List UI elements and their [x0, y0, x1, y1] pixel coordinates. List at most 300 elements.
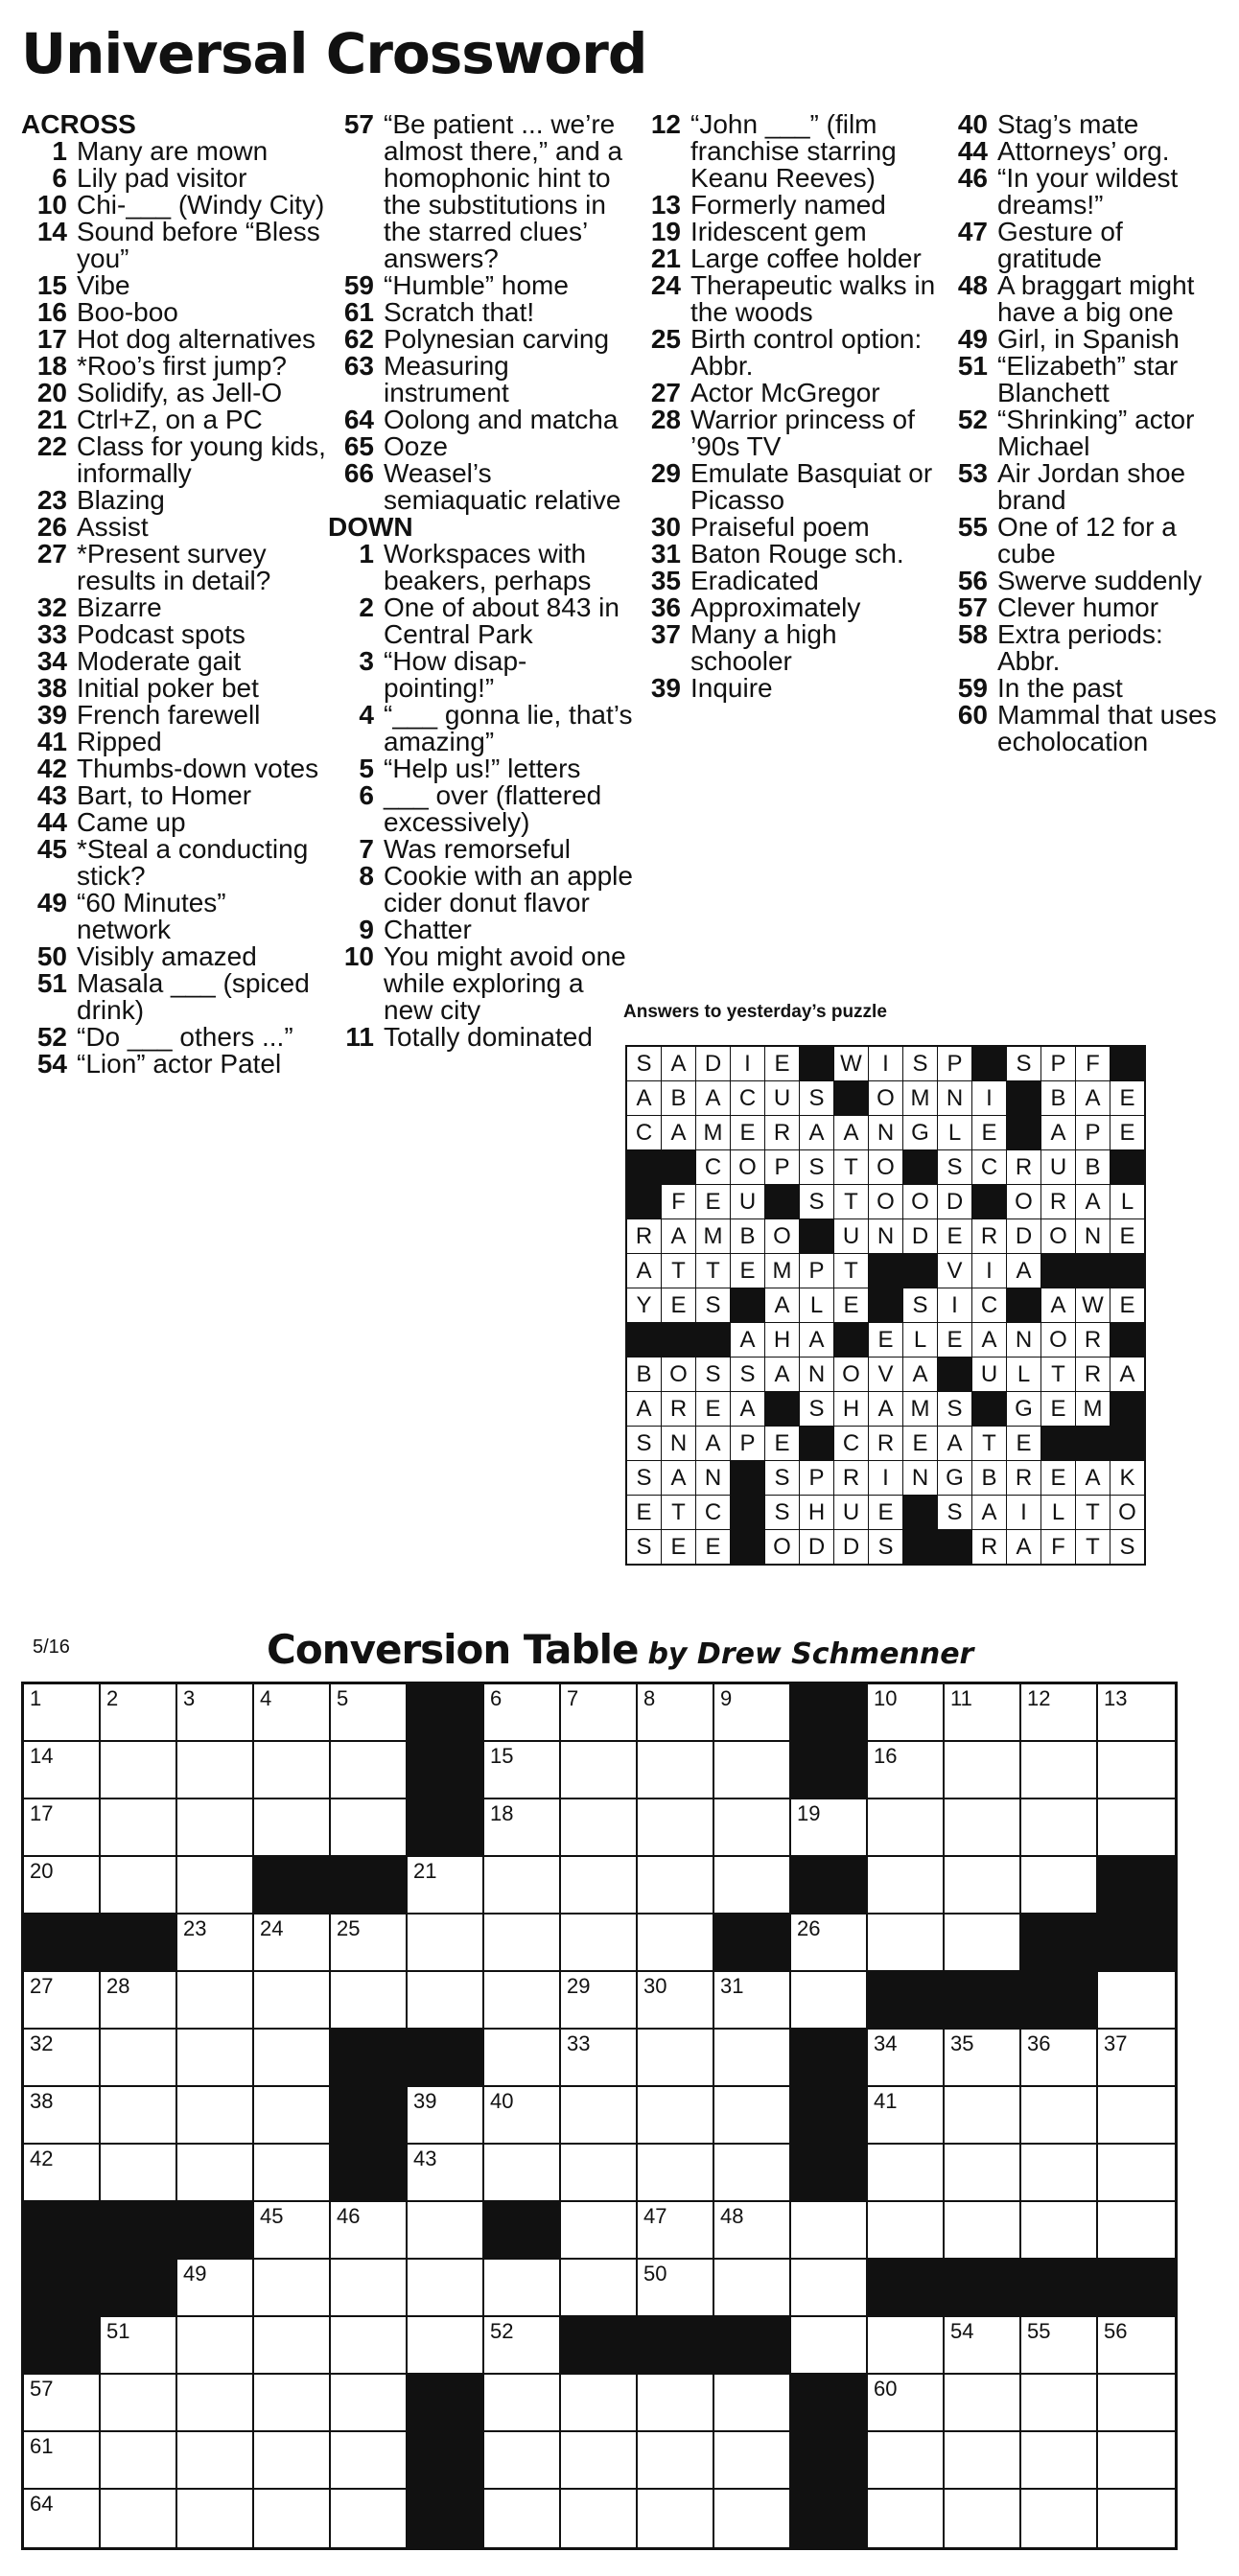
- grid-cell[interactable]: [24, 1742, 101, 1799]
- answer-cell: E: [1110, 1116, 1144, 1149]
- grid-cell[interactable]: [561, 2490, 638, 2547]
- grid-cell[interactable]: [868, 2087, 945, 2145]
- grid-cell[interactable]: [1021, 1742, 1098, 1799]
- grid-cell[interactable]: [1098, 2087, 1175, 2145]
- grid-cell[interactable]: [714, 2030, 791, 2087]
- clue-number: 54: [36, 1049, 67, 1079]
- grid-cell[interactable]: [24, 1857, 101, 1915]
- grid-cell[interactable]: [561, 1742, 638, 1799]
- answer-cell: M: [1076, 1392, 1110, 1426]
- grid-cell[interactable]: [714, 2260, 791, 2317]
- answer-cell: A: [1041, 1288, 1075, 1322]
- black-square: [627, 1185, 661, 1218]
- grid-cell[interactable]: [1021, 2317, 1098, 2375]
- grid-cell[interactable]: [484, 2145, 561, 2202]
- grid-cell[interactable]: [1098, 2317, 1175, 2375]
- answer-cell: T: [1076, 1530, 1110, 1564]
- cell-number: 13: [1104, 1686, 1128, 1710]
- black-square: [791, 2087, 868, 2145]
- cell-number: 32: [30, 2031, 54, 2055]
- grid-cell[interactable]: [714, 2145, 791, 2202]
- grid-cell[interactable]: [1098, 2375, 1175, 2432]
- answer-cell: I: [869, 1047, 902, 1080]
- grid-cell[interactable]: [177, 2432, 254, 2490]
- down-clue: [635, 326, 942, 380]
- grid-cell[interactable]: [1098, 2145, 1175, 2202]
- clue-number: 33: [36, 619, 67, 649]
- across-clue: [21, 138, 326, 165]
- grid-cell[interactable]: [1098, 1799, 1175, 1857]
- answer-cell: B: [662, 1081, 695, 1115]
- grid-cell[interactable]: [714, 1799, 791, 1857]
- grid-cell[interactable]: [714, 1972, 791, 2030]
- clue-column-1: [21, 111, 326, 1078]
- grid-cell[interactable]: [24, 1972, 101, 2030]
- grid-cell[interactable]: [945, 1742, 1021, 1799]
- grid-cell[interactable]: [1021, 2490, 1098, 2547]
- grid-cell[interactable]: [1021, 1857, 1098, 1915]
- answer-cell: A: [903, 1358, 937, 1391]
- black-square: [800, 1047, 833, 1080]
- cell-number: 5: [337, 1686, 349, 1710]
- clue-number: 10: [36, 190, 67, 220]
- grid-cell[interactable]: [561, 2260, 638, 2317]
- across-clue: [328, 272, 635, 299]
- grid-cell[interactable]: [561, 1684, 638, 1742]
- grid-cell[interactable]: [101, 2432, 177, 2490]
- down-clue: [942, 460, 1229, 514]
- grid-cell[interactable]: [331, 1742, 408, 1799]
- cell-number: 9: [720, 1686, 733, 1710]
- answer-cell: I: [972, 1254, 1006, 1288]
- grid-cell[interactable]: [331, 1915, 408, 1972]
- grid-cell[interactable]: [484, 2317, 561, 2375]
- cell-number: 48: [720, 2204, 744, 2228]
- answer-cell: H: [834, 1392, 868, 1426]
- grid-cell[interactable]: [24, 2030, 101, 2087]
- grid-cell[interactable]: [1021, 2202, 1098, 2260]
- grid-cell[interactable]: [638, 1972, 714, 2030]
- grid-cell[interactable]: [254, 2145, 331, 2202]
- grid-cell[interactable]: [254, 1915, 331, 1972]
- cell-number: 21: [413, 1859, 437, 1883]
- grid-cell[interactable]: [484, 1742, 561, 1799]
- clue-number: 39: [650, 673, 681, 703]
- grid-cell[interactable]: [177, 2087, 254, 2145]
- answer-cell: S: [800, 1081, 833, 1115]
- grid-cell[interactable]: [638, 2030, 714, 2087]
- grid-cell[interactable]: [868, 2145, 945, 2202]
- grid-cell[interactable]: [177, 2490, 254, 2547]
- grid-cell[interactable]: [24, 2087, 101, 2145]
- grid-cell[interactable]: [484, 2375, 561, 2432]
- grid-cell[interactable]: [945, 1684, 1021, 1742]
- grid-cell[interactable]: [177, 2030, 254, 2087]
- grid-cell[interactable]: [408, 1857, 484, 1915]
- grid-cell[interactable]: [484, 1857, 561, 1915]
- grid-cell[interactable]: [868, 1857, 945, 1915]
- grid-cell[interactable]: [714, 2490, 791, 2547]
- grid-cell[interactable]: [484, 2260, 561, 2317]
- answer-cell: C: [972, 1288, 1006, 1322]
- clue-number: 60: [957, 700, 988, 730]
- grid-cell[interactable]: [254, 2317, 331, 2375]
- black-square: [24, 2260, 101, 2317]
- cell-number: 1: [30, 1686, 42, 1710]
- grid-cell[interactable]: [1098, 1684, 1175, 1742]
- grid-cell[interactable]: [484, 1915, 561, 1972]
- clue-text: “Lion” actor Patel: [77, 1049, 282, 1079]
- grid-cell[interactable]: [484, 1972, 561, 2030]
- answer-cell: E: [869, 1496, 902, 1529]
- grid-cell[interactable]: [791, 2317, 868, 2375]
- grid-cell[interactable]: [254, 1799, 331, 1857]
- clue-number: 22: [36, 431, 67, 461]
- grid-cell[interactable]: [638, 2087, 714, 2145]
- grid-cell[interactable]: [868, 2202, 945, 2260]
- answer-cell: F: [1076, 1047, 1110, 1080]
- grid-cell[interactable]: [254, 2490, 331, 2547]
- black-square: [1041, 1427, 1075, 1460]
- grid-cell[interactable]: [331, 1972, 408, 2030]
- grid-cell[interactable]: [868, 2432, 945, 2490]
- grid-cell[interactable]: [868, 1742, 945, 1799]
- across-clue: [21, 165, 326, 192]
- grid-cell[interactable]: [408, 2260, 484, 2317]
- answer-cell: S: [627, 1047, 661, 1080]
- grid-cell[interactable]: [254, 1742, 331, 1799]
- grid-cell[interactable]: [1098, 2432, 1175, 2490]
- clue-number: 20: [36, 378, 67, 407]
- answer-cell: A: [765, 1288, 799, 1322]
- down-clue: [328, 755, 635, 782]
- cell-number: 36: [1027, 2031, 1051, 2055]
- grid-cell[interactable]: [791, 2202, 868, 2260]
- grid-cell[interactable]: [638, 2260, 714, 2317]
- grid-cell[interactable]: [1021, 1799, 1098, 1857]
- grid-cell[interactable]: [408, 2145, 484, 2202]
- grid-cell[interactable]: [254, 2375, 331, 2432]
- black-square: [972, 1392, 1006, 1426]
- answer-cell: S: [903, 1047, 937, 1080]
- answer-cell: S: [731, 1358, 764, 1391]
- black-square: [1021, 2260, 1098, 2317]
- grid-cell[interactable]: [638, 2490, 714, 2547]
- grid-cell[interactable]: [714, 2375, 791, 2432]
- answer-cell: E: [731, 1116, 764, 1149]
- clue-text: Gesture of gratitude: [997, 217, 1123, 273]
- clue-number: 17: [36, 324, 67, 354]
- grid-cell[interactable]: [1098, 2030, 1175, 2087]
- grid-cell[interactable]: [177, 2375, 254, 2432]
- grid-cell[interactable]: [561, 1972, 638, 2030]
- grid-cell[interactable]: [868, 2030, 945, 2087]
- grid-cell[interactable]: [254, 2260, 331, 2317]
- grid-cell[interactable]: [945, 2375, 1021, 2432]
- across-clue: [328, 460, 635, 514]
- answer-cell: O: [765, 1219, 799, 1253]
- grid-cell[interactable]: [24, 2145, 101, 2202]
- grid-cell[interactable]: [177, 1684, 254, 1742]
- grid-cell[interactable]: [791, 2260, 868, 2317]
- grid-cell[interactable]: [561, 2202, 638, 2260]
- answer-cell: C: [731, 1081, 764, 1115]
- black-square: [869, 1288, 902, 1322]
- grid-cell[interactable]: [561, 2145, 638, 2202]
- grid-cell[interactable]: [101, 2490, 177, 2547]
- black-square: [945, 1972, 1021, 2030]
- answer-cell: A: [662, 1116, 695, 1149]
- clue-text: *Steal a conducting stick?: [77, 834, 309, 891]
- grid-cell[interactable]: [484, 1799, 561, 1857]
- grid-cell[interactable]: [177, 1799, 254, 1857]
- grid-cell[interactable]: [408, 2202, 484, 2260]
- grid-cell[interactable]: [638, 1799, 714, 1857]
- answer-cell: S: [869, 1530, 902, 1564]
- grid-cell[interactable]: [254, 1684, 331, 1742]
- answer-cell: E: [903, 1427, 937, 1460]
- answer-cell: B: [972, 1461, 1006, 1495]
- grid-cell[interactable]: [331, 1799, 408, 1857]
- grid-cell[interactable]: [561, 1915, 638, 1972]
- grid-cell[interactable]: [561, 2375, 638, 2432]
- clue-text: “Be patient ... we’re almost there,” and a homophonic hint to the substitutions in the starred clues’ answers?: [384, 109, 623, 273]
- grid-cell[interactable]: [331, 2375, 408, 2432]
- black-square: [1110, 1047, 1144, 1080]
- grid-cell[interactable]: [101, 2145, 177, 2202]
- clue-text: “___ gonna lie, that’s amazing”: [384, 700, 633, 756]
- grid-cell[interactable]: [638, 1742, 714, 1799]
- grid-cell[interactable]: [24, 1684, 101, 1742]
- cell-number: 38: [30, 2089, 54, 2113]
- answer-cell: R: [972, 1530, 1006, 1564]
- grid-cell[interactable]: [791, 1915, 868, 1972]
- grid-cell[interactable]: [408, 2317, 484, 2375]
- black-square: [484, 2202, 561, 2260]
- grid-cell[interactable]: [561, 2432, 638, 2490]
- grid-cell[interactable]: [24, 2432, 101, 2490]
- grid-cell[interactable]: [868, 1799, 945, 1857]
- cell-number: 50: [643, 2262, 667, 2286]
- answer-cell: K: [1110, 1461, 1144, 1495]
- grid-cell[interactable]: [101, 1684, 177, 1742]
- grid-cell[interactable]: [254, 2202, 331, 2260]
- grid-cell[interactable]: [714, 2202, 791, 2260]
- grid-cell[interactable]: [177, 1857, 254, 1915]
- grid-cell[interactable]: [714, 2432, 791, 2490]
- grid-cell[interactable]: [868, 1684, 945, 1742]
- clue-number: 38: [36, 673, 67, 703]
- grid-cell[interactable]: [1098, 1972, 1175, 2030]
- clue-number: 50: [36, 941, 67, 971]
- answer-cell: O: [1041, 1219, 1075, 1253]
- grid-cell[interactable]: [638, 1915, 714, 1972]
- grid-cell[interactable]: [791, 1972, 868, 2030]
- answer-cell: H: [800, 1496, 833, 1529]
- grid-cell[interactable]: [561, 2087, 638, 2145]
- grid-cell[interactable]: [484, 2030, 561, 2087]
- grid-cell[interactable]: [408, 1972, 484, 2030]
- grid-cell[interactable]: [945, 1857, 1021, 1915]
- clue-text: Was remorseful: [384, 834, 572, 864]
- grid-cell[interactable]: [254, 2087, 331, 2145]
- clue-number: 55: [957, 512, 988, 542]
- answer-cell: O: [903, 1185, 937, 1218]
- grid-cell[interactable]: [868, 2490, 945, 2547]
- grid-cell[interactable]: [101, 1799, 177, 1857]
- grid-cell[interactable]: [561, 1799, 638, 1857]
- grid-cell[interactable]: [945, 2317, 1021, 2375]
- down-clue: [635, 568, 942, 594]
- grid-cell[interactable]: [1021, 2087, 1098, 2145]
- grid-cell[interactable]: [868, 2375, 945, 2432]
- answer-cell: R: [1007, 1461, 1040, 1495]
- grid-cell[interactable]: [714, 1742, 791, 1799]
- across-clue: [328, 433, 635, 460]
- clue-number: 59: [957, 673, 988, 703]
- grid-cell[interactable]: [638, 2145, 714, 2202]
- clue-text: Air Jordan shoe brand: [997, 458, 1186, 515]
- grid-cell[interactable]: [561, 1857, 638, 1915]
- grid-cell[interactable]: [945, 2145, 1021, 2202]
- grid-cell[interactable]: [101, 1742, 177, 1799]
- down-clue: [328, 541, 635, 594]
- grid-cell[interactable]: [638, 1684, 714, 1742]
- answer-cell: D: [903, 1219, 937, 1253]
- grid-cell[interactable]: [945, 2490, 1021, 2547]
- answer-cell: S: [627, 1461, 661, 1495]
- grid-cell[interactable]: [177, 2317, 254, 2375]
- clue-number: 26: [36, 512, 67, 542]
- across-clue: [21, 729, 326, 755]
- grid-cell[interactable]: [24, 2490, 101, 2547]
- down-clue: [635, 675, 942, 702]
- black-square: [791, 1742, 868, 1799]
- grid-cell[interactable]: [101, 2375, 177, 2432]
- grid-cell[interactable]: [484, 2432, 561, 2490]
- grid-cell[interactable]: [868, 2317, 945, 2375]
- grid-cell[interactable]: [1021, 2432, 1098, 2490]
- black-square: [24, 1915, 101, 1972]
- clue-text: Assist: [77, 512, 149, 542]
- grid-cell[interactable]: [331, 2432, 408, 2490]
- grid-cell[interactable]: [101, 2087, 177, 2145]
- grid-cell[interactable]: [1021, 1684, 1098, 1742]
- answer-cell: N: [903, 1461, 937, 1495]
- black-square: [101, 1915, 177, 1972]
- grid-cell[interactable]: [714, 1684, 791, 1742]
- grid-cell[interactable]: [408, 2087, 484, 2145]
- cell-number: 42: [30, 2147, 54, 2170]
- grid-cell[interactable]: [945, 2202, 1021, 2260]
- grid-cell[interactable]: [714, 1857, 791, 1915]
- grid-cell[interactable]: [791, 1799, 868, 1857]
- clue-text: Cookie with an apple cider donut flavor: [384, 861, 633, 917]
- grid-cell[interactable]: [638, 2375, 714, 2432]
- cell-number: 35: [950, 2031, 974, 2055]
- grid-cell[interactable]: [1098, 1742, 1175, 1799]
- black-square: [791, 2490, 868, 2547]
- clue-number: 5: [359, 754, 374, 783]
- grid-cell[interactable]: [945, 2087, 1021, 2145]
- grid-cell[interactable]: [254, 1972, 331, 2030]
- grid-cell[interactable]: [1021, 2375, 1098, 2432]
- answer-cell: A: [972, 1323, 1006, 1357]
- grid-cell[interactable]: [484, 2087, 561, 2145]
- clue-text: “60 Minutes” network: [77, 888, 226, 944]
- grid-cell[interactable]: [1098, 2202, 1175, 2260]
- grid-cell[interactable]: [331, 2490, 408, 2547]
- grid-cell[interactable]: [945, 2030, 1021, 2087]
- grid-cell[interactable]: [638, 1857, 714, 1915]
- cell-number: 11: [950, 1686, 972, 1710]
- grid-cell[interactable]: [24, 2375, 101, 2432]
- grid-cell[interactable]: [945, 1915, 1021, 1972]
- grid-cell[interactable]: [484, 1684, 561, 1742]
- grid-cell[interactable]: [24, 1799, 101, 1857]
- grid-cell[interactable]: [714, 2087, 791, 2145]
- answer-cell: R: [662, 1392, 695, 1426]
- answer-cell: E: [765, 1427, 799, 1460]
- black-square: [696, 1323, 730, 1357]
- cell-number: 4: [260, 1686, 272, 1710]
- answer-cell: B: [1076, 1150, 1110, 1184]
- grid-cell[interactable]: [177, 1915, 254, 1972]
- grid-cell[interactable]: [561, 2030, 638, 2087]
- grid-cell[interactable]: [638, 2202, 714, 2260]
- grid-cell[interactable]: [254, 2030, 331, 2087]
- grid-cell[interactable]: [254, 2432, 331, 2490]
- down-clue: [942, 138, 1229, 165]
- black-square: [408, 1799, 484, 1857]
- across-clue: [21, 621, 326, 648]
- grid-cell[interactable]: [177, 1742, 254, 1799]
- grid-cell[interactable]: [638, 2432, 714, 2490]
- grid-cell[interactable]: [331, 2260, 408, 2317]
- answer-cell: A: [765, 1358, 799, 1391]
- grid-cell[interactable]: [945, 2432, 1021, 2490]
- grid-cell[interactable]: [101, 2030, 177, 2087]
- down-clue: [328, 917, 635, 943]
- grid-cell[interactable]: [101, 1972, 177, 2030]
- clue-text: Ripped: [77, 727, 162, 756]
- grid-cell[interactable]: [331, 2317, 408, 2375]
- answer-cell: E: [731, 1254, 764, 1288]
- answer-cell: U: [1041, 1150, 1075, 1184]
- grid-cell[interactable]: [945, 1799, 1021, 1857]
- grid-cell[interactable]: [331, 1684, 408, 1742]
- grid-cell[interactable]: [868, 1915, 945, 1972]
- grid-cell[interactable]: [484, 2490, 561, 2547]
- down-clue: [942, 621, 1229, 675]
- grid-cell[interactable]: [101, 2317, 177, 2375]
- clue-column-3: [635, 111, 942, 702]
- clue-number: 61: [343, 297, 374, 327]
- grid-cell[interactable]: [177, 2145, 254, 2202]
- grid-cell[interactable]: [331, 2202, 408, 2260]
- answer-cell: O: [869, 1081, 902, 1115]
- grid-cell[interactable]: [408, 1915, 484, 1972]
- grid-cell[interactable]: [177, 1972, 254, 2030]
- grid-cell[interactable]: [101, 1857, 177, 1915]
- down-clue: [635, 460, 942, 514]
- grid-cell[interactable]: [1098, 2490, 1175, 2547]
- grid-cell[interactable]: [177, 2260, 254, 2317]
- answer-cell: V: [938, 1254, 971, 1288]
- grid-cell[interactable]: [1021, 2145, 1098, 2202]
- black-square: [945, 2260, 1021, 2317]
- grid-cell[interactable]: [1021, 2030, 1098, 2087]
